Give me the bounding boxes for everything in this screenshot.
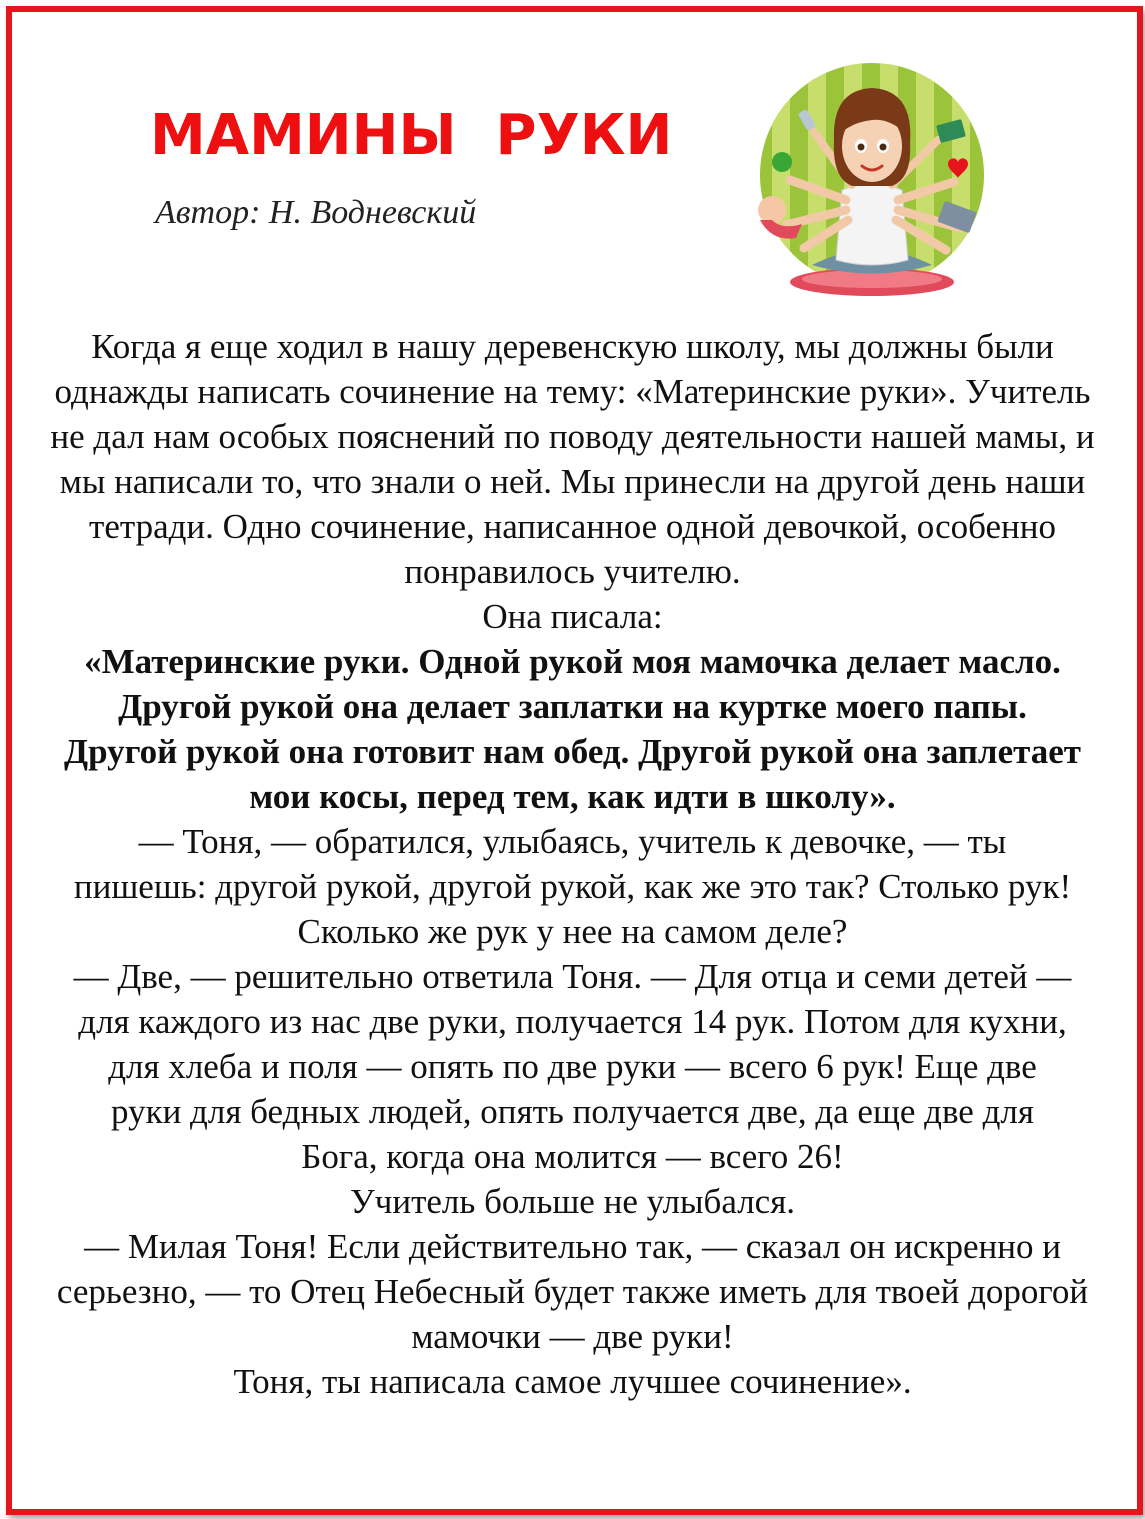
story-paragraph-she-wrote: Она писала: (482, 597, 663, 636)
story-paragraph-teacher-stopped-smiling: Учитель больше не улыбался. (349, 1182, 796, 1221)
apple-icon (772, 152, 792, 172)
author-line: Автор: Н. Водневский (155, 194, 477, 231)
baby-icon (758, 196, 786, 224)
story-paragraph-essay-quote: «Материнские руки. Одной рукой моя мамочка делает масло. Другой рукой она делает заплатки на куртке моего папы. Другой рукой она готовит нам обед. Другой рукой она заплетает мои косы, перед тем, как идти в школу». (64, 642, 1081, 816)
story-paragraph-teacher-reply: — Милая Тоня! Если действительно так, — сказал он искренно и серьезно, — то Отец Небесный будет также иметь для твоей дорогой мамочки — две руки! (56, 1227, 1089, 1356)
story-paragraph-tonya-answer: — Две, — решительно ответила Тоня. — Для отца и семи детей — для каждого из нас две руки, получается 14 рук. Потом для кухни, для хлеба и поля — опять по две руки — всего 6 рук! Еще две руки для бедных людей, опять получается две, да еще две для Бога, когда она молится — всего 26! (73, 957, 1072, 1176)
story-text (40, 324, 1105, 1404)
story-paragraph-closing: Тоня, ты написала самое лучшее сочинение». (233, 1362, 912, 1401)
page-title: МАМИНЫ РУКИ (150, 103, 673, 168)
story-paragraph-intro: Когда я еще ходил в нашу деревенскую школу, мы должны были однажды написать сочинение на тему: «Материнские руки». Учитель не дал нам особых пояснений по поводу деятельности нашей мамы, и мы написали то, что знали о ней. Мы принесли на другой день наши тетради. Одно сочинение, написанное одной девочкой, особенно понравилось учителю. (50, 327, 1095, 591)
mother-many-hands-illustration (742, 60, 1002, 300)
story-paragraph-teacher-question: — Тоня, — обратился, улыбаясь, учитель к девочке, — ты пишешь: другой рукой, другой рукой, как же это так? Столько рук! Сколько же рук у нее на самом деле? (73, 822, 1072, 951)
